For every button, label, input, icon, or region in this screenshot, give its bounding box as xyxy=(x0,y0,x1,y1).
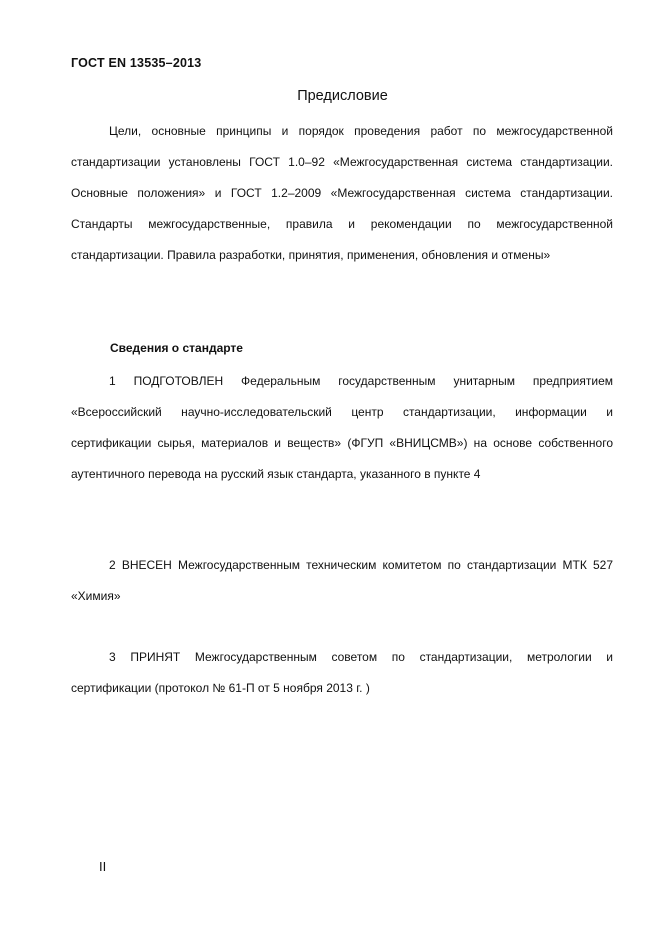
item-prepared: 1 ПОДГОТОВЛЕН Федеральным государственным унитарным предприятием «Всероссийский научно-исследовательский центр стандартизации, информации и сертификации сырья, материалов и веществ» (ФГУП «ВНИЦСМВ») на основе собственного аутентичного перевода на русский язык стандарта, указанного в пункте 4 xyxy=(71,374,613,481)
intro-paragraph: Цели, основные принципы и порядок проведения работ по межгосударственной стандартизации установлены ГОСТ 1.0–92 «Межгосударственная система стандартизации. Основные положения» и ГОСТ 1.2–2009 «Межгосударственная система стандартизации. Стандарты межгосударственные, правила и рекомендации по межгосударственной стандартизации. Правила разработки, принятия, применения, обновления и отмены» xyxy=(71,124,613,262)
page-number: II xyxy=(99,859,107,874)
item-introduced: 2 ВНЕСЕН Межгосударственным техническим комитетом по стандартизации МТК 527 «Химия» xyxy=(71,558,613,603)
page-title: Предисловие xyxy=(297,88,388,104)
document-code-header: ГОСТ EN 13535–2013 xyxy=(71,56,202,70)
item-adopted: 3 ПРИНЯТ Межгосударственным советом по стандартизации, метрологии и сертификации (протокол № 61-П от 5 ноября 2013 г. ) xyxy=(71,650,613,695)
section-heading: Сведения о стандарте xyxy=(110,341,243,355)
